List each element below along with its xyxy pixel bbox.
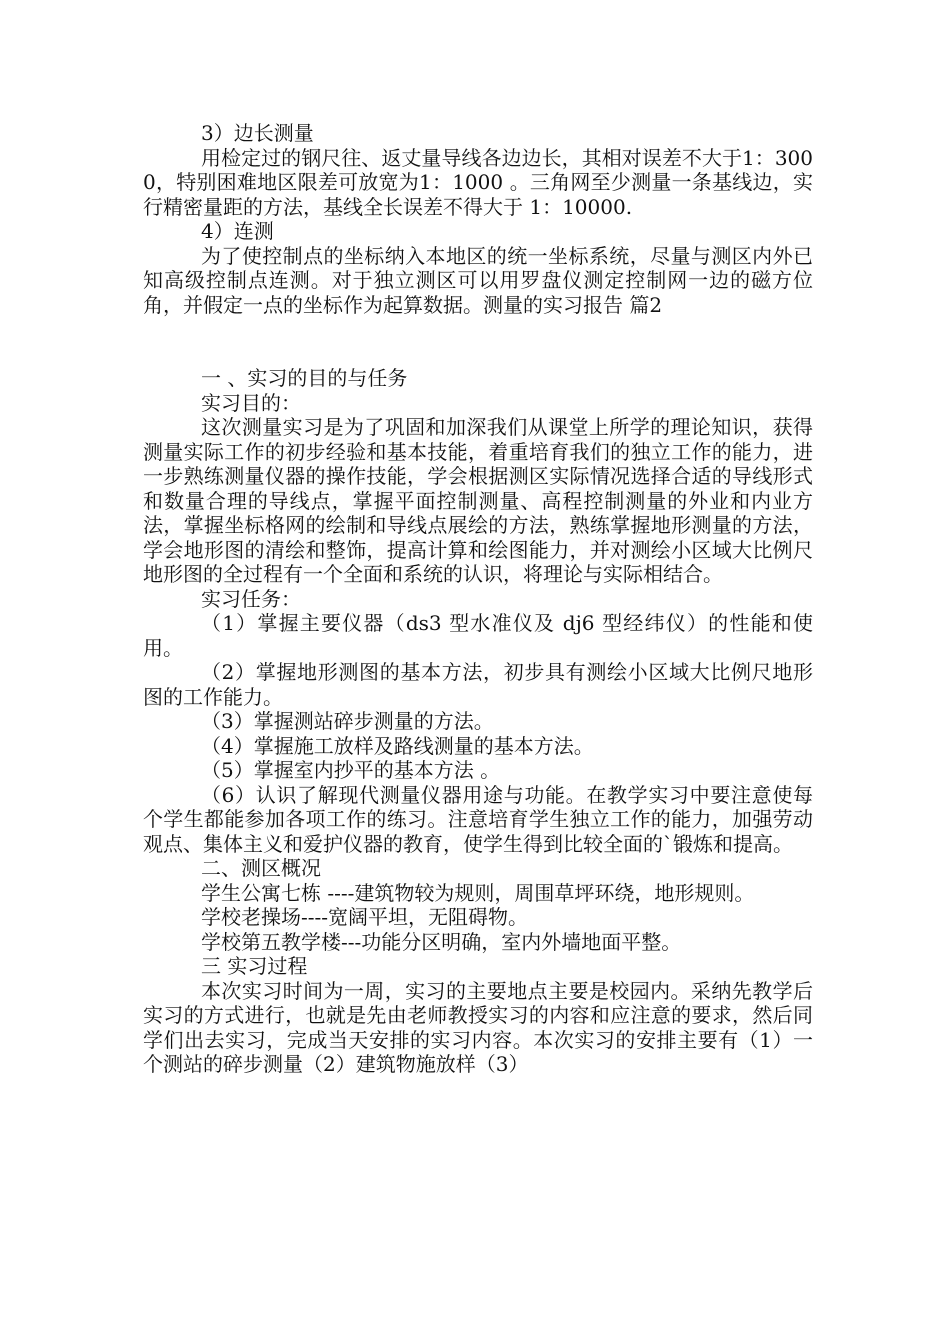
- paragraph-practice-process: 本次实习时间为一周，实习的主要地点主要是校园内。采纳先教学后实习的方式进行，也就是先由老师教授实习的内容和应注意的要求，然后同学们出去实习，完成当天安排的实习内容。本次实习的安排主要有（1）一个测站的碎步测量（2）建筑物施放样（3）: [143, 978, 813, 1076]
- task-item-5: （5）掌握室内抄平的基本方法 。: [201, 758, 501, 782]
- label-purpose: 实习目的：: [201, 390, 301, 415]
- heading-side-length-measurement: 3）边长测量: [201, 121, 314, 145]
- paragraph-purpose: 这次测量实习是为了巩固和加深我们从课堂上所学的理论知识，获得测量实际工作的初步经验和基本技能，着重培育我们的独立工作的能力，进一步熟练测量仪器的操作技能，学会根据测区实际情况选择合适的导线形式和数量合理的导线点，掌握平面控制测量、高程控制测量的外业和内业方法，掌握坐标格网的绘制和导线点展绘的方法，熟练掌握地形测量的方法，学会地形图的清绘和整饰，提高计算和绘图能力，并对测绘小区域大比例尺地形图的全过程有一个全面和系统的认识，将理论与实际相结合。: [143, 415, 813, 586]
- paragraph-side-length-method: 用检定过的钢尺往、返丈量导线各边边长，其相对误差不大于1：3000，特别困难地区限差可放宽为1：1000 。三角网至少测量一条基线边，实行精密量距的方法，基线全长误差不得大于 1：10000.: [143, 145, 813, 219]
- label-tasks: 实习任务：: [201, 586, 301, 611]
- task-item-6: （6）认识了解现代测量仪器用途与功能。在教学实习中要注意使每个学生都能参加各项工作的练习。注意培育学生独立工作的能力，加强劳动观点、集体主义和爱护仪器的教育，使学生得到比较全面的`锻炼和提高。: [143, 782, 813, 856]
- survey-area-dormitory: 学生公寓七栋 ----建筑物较为规则，周围草坪环绕，地形规则。: [201, 880, 755, 905]
- task-item-2: （2）掌握地形测图的基本方法，初步具有测绘小区域大比例尺地形图的工作能力。: [143, 660, 813, 709]
- document-page: [143, 121, 813, 1077]
- heading-practice-process: 三 实习过程: [201, 954, 308, 978]
- paragraph-connection-survey: 为了使控制点的坐标纳入本地区的统一坐标系统，尽量与测区内外已知高级控制点连测。对于独立测区可以用罗盘仪测定控制网一边的磁方位角，并假定一点的坐标作为起算数据。测量的实习报告 篇2: [143, 243, 813, 317]
- survey-area-teaching-building: 学校第五教学楼---功能分区明确，室内外墙地面平整。: [201, 929, 682, 954]
- heading-connection-survey: 4）连测: [201, 219, 274, 243]
- section-spacer: [143, 317, 813, 366]
- task-item-4: （4）掌握施工放样及路线测量的基本方法。: [201, 733, 594, 758]
- survey-area-playground: 学校老操场----宽阔平坦，无阻碍物。: [201, 905, 529, 929]
- task-item-3: （3）掌握测站碎步测量的方法。: [201, 709, 494, 733]
- heading-survey-area: 二、测区概况: [201, 856, 321, 880]
- task-item-1: （1）掌握主要仪器（ds3 型水准仪及 dj6 型经纬仪）的性能和使用。: [143, 611, 813, 660]
- heading-purpose-and-tasks: 一 、实习的目的与任务: [201, 366, 408, 390]
